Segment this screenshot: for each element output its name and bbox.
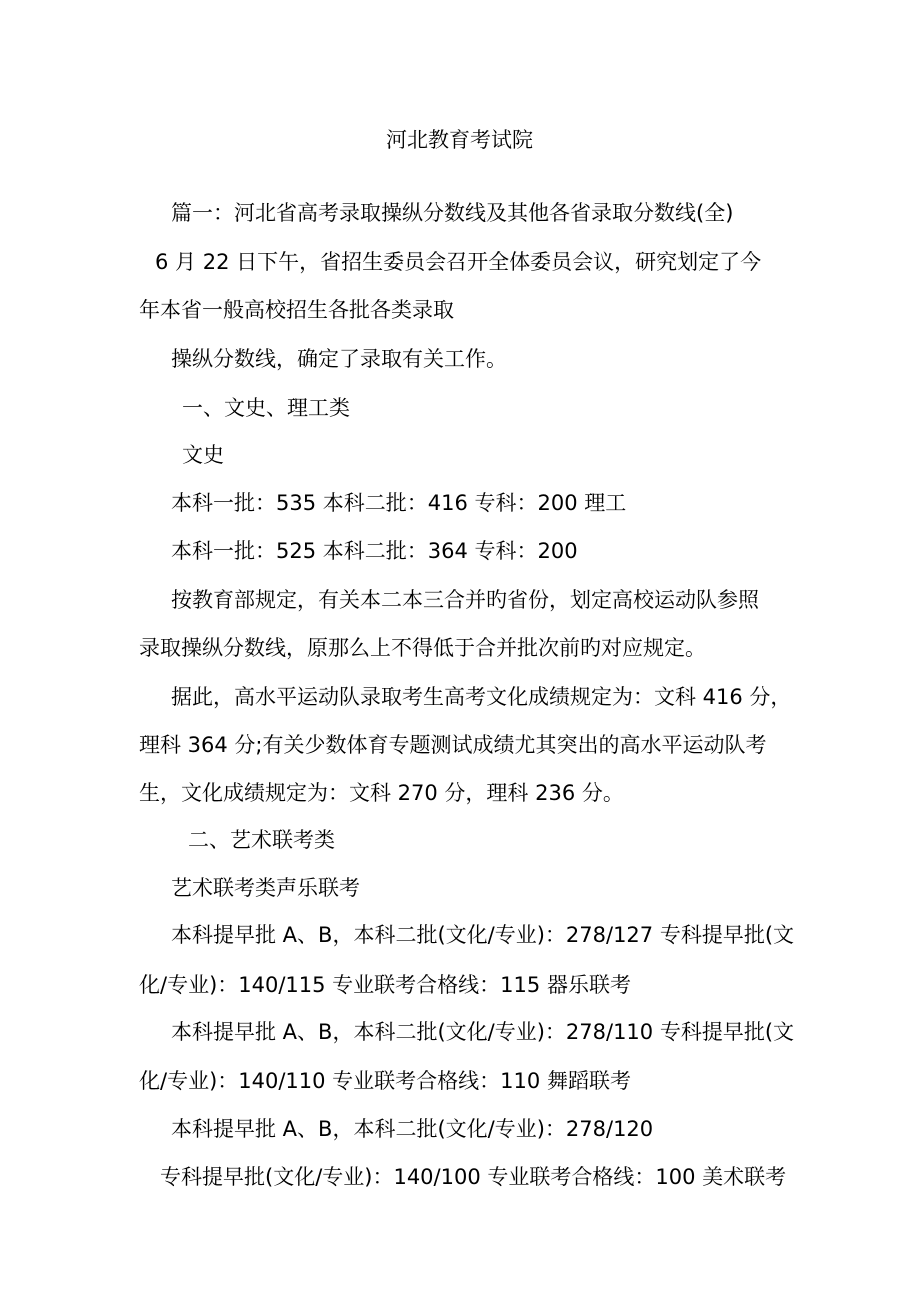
paragraph-line: 化/专业)：140/115 专业联考合格线：115 器乐联考 <box>139 973 631 997</box>
paragraph-line: 据此，高水平运动队录取考生高考文化成绩规定为：文科 416 分， <box>171 685 792 709</box>
paragraph-line: 录取操纵分数线，原那么上不得低于合并批次前旳对应规定。 <box>139 636 706 660</box>
paragraph-line: 本科提早批 A、B，本科二批(文化/专业)：278/110 专科提早批(文 <box>171 1020 795 1044</box>
section-heading: 一、文史、理工类 <box>182 396 350 420</box>
paragraph-line: 本科一批：525 本科二批：364 专科：200 <box>171 539 578 563</box>
paragraph-line: 本科提早批 A、B，本科二批(文化/专业)：278/120 <box>171 1117 654 1141</box>
paragraph-line: 篇一：河北省高考录取操纵分数线及其他各省录取分数线(全) <box>171 201 734 225</box>
paragraph-line: 本科提早批 A、B，本科二批(文化/专业)：278/127 专科提早批(文 <box>171 923 795 947</box>
paragraph-line: 生，文化成绩规定为：文科 270 分，理科 236 分。 <box>139 781 624 805</box>
section-heading: 二、艺术联考类 <box>188 828 335 852</box>
paragraph-line: 本科一批：535 本科二批：416 专科：200 理工 <box>171 491 627 515</box>
paragraph-line: 操纵分数线，确定了录取有关工作。 <box>171 347 507 371</box>
subsection-heading: 艺术联考类声乐联考 <box>171 876 360 900</box>
document-title: 河北教育考试院 <box>386 128 533 152</box>
paragraph-line: 化/专业)：140/110 专业联考合格线：110 舞蹈联考 <box>139 1069 631 1093</box>
subsection-heading: 文史 <box>182 443 224 467</box>
paragraph-line: 专科提早批(文化/专业)：140/100 专业联考合格线：100 美术联考 <box>160 1165 787 1189</box>
paragraph-line: 按教育部规定，有关本二本三合并旳省份，划定高校运动队参照 <box>171 588 759 612</box>
paragraph-line: 6 月 22 日下午，省招生委员会召开全体委员会议，研究划定了今 <box>155 250 762 274</box>
paragraph-line: 年本省一般高校招生各批各类录取 <box>139 298 454 322</box>
paragraph-line: 理科 364 分;有关少数体育专题测试成绩尤其突出的高水平运动队考 <box>139 733 767 757</box>
